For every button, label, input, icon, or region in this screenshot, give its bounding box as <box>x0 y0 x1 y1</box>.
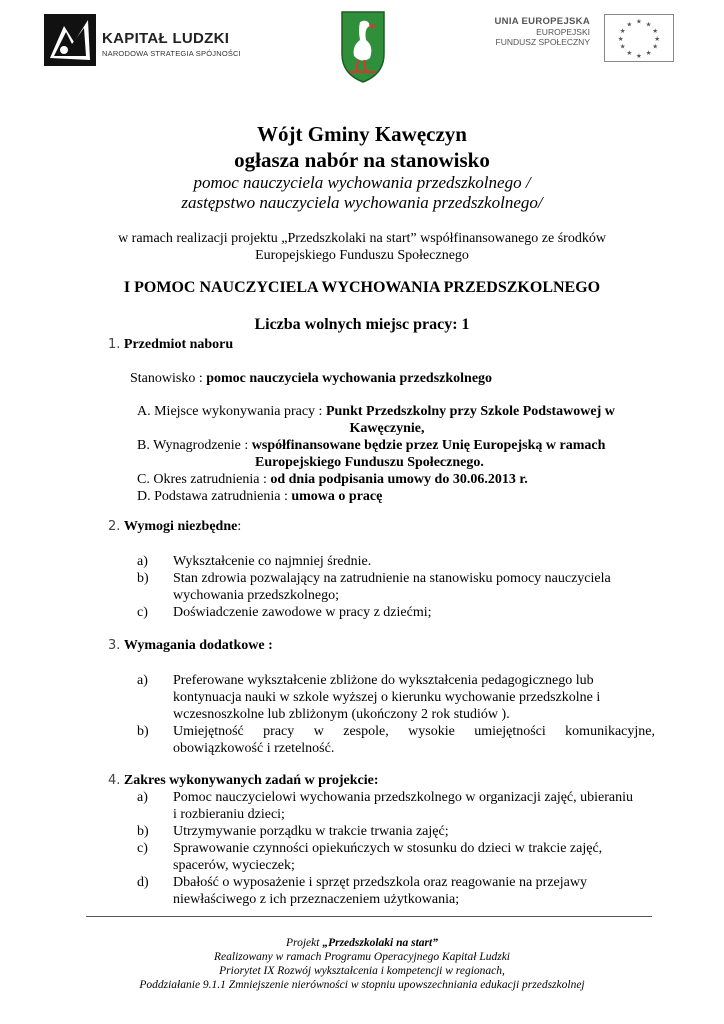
row-d: D. Podstawa zatrudnienia : umowa o pracę <box>137 489 383 504</box>
kl-title: KAPITAŁ LUDZKI <box>102 30 230 47</box>
title-line1: Wójt Gminy Kawęczyn <box>257 122 467 146</box>
svg-text:★: ★ <box>619 28 626 36</box>
title-sub2: zastępstwo nauczyciela wychowania przedszkolnego/ <box>181 193 543 212</box>
list-item: c) Doświadczenie zawodowe w pracy z dziećmi; <box>137 605 432 620</box>
list-item: d) Dbałość o wyposażenie i sprzęt przedszkola oraz reagowanie na przejawy <box>137 875 587 890</box>
title-sub1: pomoc nauczyciela wychowania przedszkolnego / <box>193 173 531 192</box>
row-c: C. Okres zatrudnienia : od dnia podpisania umowy do 30.06.2013 r. <box>137 472 528 487</box>
svg-text:★: ★ <box>654 35 661 43</box>
section-1-title: Przedmiot naboru <box>123 337 234 352</box>
section-1-num: 1. <box>108 337 121 352</box>
list-item-cont: wychowania przedszkolnego; <box>173 588 339 603</box>
svg-text:★: ★ <box>645 50 652 58</box>
footer-line4: Poddziałanie 9.1.1 Zmniejszenie nierówności w stopniu upowszechniania edukacji przedszkolnej <box>139 979 585 991</box>
svg-text:★: ★ <box>652 28 659 36</box>
list-item: c) Sprawowanie czynności opiekuńczych w stosunku do dzieci w trakcie zajęć, <box>137 841 603 856</box>
row-a: A. Miejsce wykonywania pracy : Punkt Przedszkolny przy Szkole Podstawowej w <box>137 404 615 419</box>
list-item-cont: niewłaściwego z ich przeznaczeniem użytkowania; <box>173 892 460 907</box>
svg-text:★: ★ <box>617 35 624 43</box>
list-item: a) Preferowane wykształcenie zbliżone do wykształcenia pedagogicznego lub <box>137 673 594 688</box>
kapital-ludzki-logo <box>44 14 244 66</box>
intro-line2: Europejskiego Funduszu Społecznego <box>255 248 469 263</box>
footer-divider <box>86 916 652 917</box>
eu-line3: FUNDUSZ SPOŁECZNY <box>495 37 590 47</box>
section-1-heading <box>108 336 233 353</box>
footer-line2: Realizowany w ramach Programu Operacyjnego Kapitał Ludzki <box>214 951 510 963</box>
eu-line2: EUROPEJSKI <box>536 27 590 37</box>
svg-text:★: ★ <box>619 43 626 51</box>
eu-flag-icon <box>604 14 674 62</box>
section-3-heading: 3. Wymagania dodatkowe : <box>108 638 273 653</box>
svg-text:★: ★ <box>636 53 642 61</box>
list-item: b) <box>137 724 149 739</box>
list-item-cont: kontynuacja nauki w szkole wyższej o kierunku wychowanie przedszkolne i <box>173 690 601 705</box>
eu-logo <box>494 14 674 64</box>
row-b: B. Wynagrodzenie : współfinansowane będzie przez Unię Europejską w ramach <box>137 438 606 453</box>
intro-line1: w ramach realizacji projektu „Przedszkolaki na start” współfinansowanego ze środków <box>118 231 606 246</box>
list-item: b) Stan zdrowia pozwalający na zatrudnienie na stanowisku pomocy nauczyciela <box>137 571 611 586</box>
list-item: b) Utrzymywanie porządku w trakcie trwania zajęć; <box>137 824 449 839</box>
list-item-cont: wczesnoszkolne lub zbliżonym (ukończony 2 rok studiów ). <box>173 707 510 722</box>
footer-line3: Priorytet IX Rozwój wykształcenia i kompetencji w regionach, <box>219 965 505 977</box>
list-item: a) Pomoc nauczycielowi wychowania przedszkolnego w organizacji zajęć, ubieraniu <box>137 790 634 805</box>
list-item: a) Wykształcenie co najmniej średnie. <box>137 554 372 569</box>
list-item-justified: Umiejętność pracy w zespole, wysokie umiejętności komunikacyjne, <box>173 724 655 739</box>
vacancies: Liczba wolnych miejsc pracy: 1 <box>254 316 470 333</box>
section-2-heading: 2. Wymogi niezbędne: <box>108 519 242 534</box>
title-line2: ogłasza nabór na stanowisko <box>234 148 490 172</box>
list-item-cont: obowiązkowość i rzetelność. <box>173 741 335 756</box>
svg-text:★: ★ <box>626 21 633 29</box>
row-b-cont: Europejskiego Funduszu Społecznego. <box>255 455 484 470</box>
list-item-cont: i rozbieraniu dzieci; <box>173 807 285 822</box>
svg-text:★: ★ <box>645 21 652 29</box>
svg-text:★: ★ <box>652 43 659 51</box>
eu-line1: UNIA EUROPEJSKA <box>494 16 590 27</box>
row-a-cont: Kawęczynie, <box>349 421 425 436</box>
main-heading: I POMOC NAUCZYCIELA WYCHOWANIA PRZEDSZKOLNEGO <box>123 279 601 296</box>
list-item-cont: spacerów, wycieczek; <box>173 858 295 873</box>
kl-subtitle: NARODOWA STRATEGIA SPÓJNOŚCI <box>102 49 241 58</box>
kapital-ludzki-mark-icon <box>44 14 96 66</box>
footer-line1: Projekt „Przedszkolaki na start” <box>286 937 438 949</box>
section-4-heading: 4. Zakres wykonywanych zadań w projekcie: <box>108 773 379 788</box>
position-row: Stanowisko : pomoc nauczyciela wychowania przedszkolnego <box>130 371 493 386</box>
svg-text:★: ★ <box>626 50 633 58</box>
gmina-crest-icon <box>340 10 386 84</box>
svg-text:★: ★ <box>636 18 642 26</box>
